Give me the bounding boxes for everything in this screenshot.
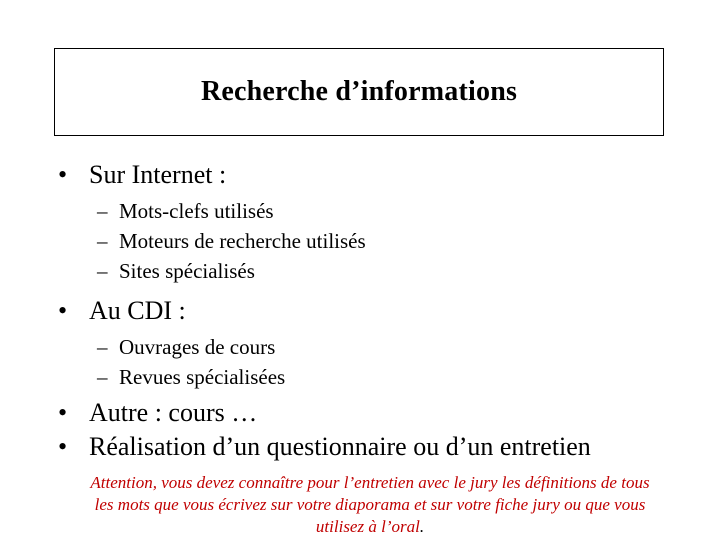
bullet-label: Réalisation d’un questionnaire ou d’un entretien <box>89 432 591 461</box>
sub-item-label: Moteurs de recherche utilisés <box>119 229 366 253</box>
title-box <box>54 48 664 136</box>
sub-list-cdi <box>58 332 698 392</box>
bullet-list <box>58 158 698 464</box>
bullet-icon: • <box>58 432 68 461</box>
dash-icon: – <box>97 199 108 223</box>
note-text: Attention, vous devez connaître pour l’entretien avec le jury les définitions de tous les mots que vous écrivez sur votre diaporama et sur votre fiche jury ou que vous utilisez à l’oral <box>90 473 650 536</box>
bullet-internet <box>58 158 698 192</box>
sub-item-label: Mots-clefs utilisés <box>119 199 274 223</box>
attention-note <box>90 472 650 538</box>
sub-item <box>58 196 698 226</box>
dash-icon: – <box>97 365 108 389</box>
bullet-icon: • <box>58 398 68 427</box>
dash-icon: – <box>97 229 108 253</box>
sub-item <box>58 256 698 286</box>
note-period: . <box>419 517 425 536</box>
sub-list-internet <box>58 196 698 286</box>
slide-title: Recherche d’informations <box>200 76 518 107</box>
sub-item <box>58 332 698 362</box>
bullet-label: Autre : cours … <box>89 398 258 427</box>
bullet-autre <box>58 396 698 430</box>
bullet-label: Au CDI : <box>89 296 186 325</box>
bullet-cdi <box>58 294 698 328</box>
sub-item-label: Ouvrages de cours <box>119 335 276 359</box>
sub-item-label: Sites spécialisés <box>119 259 255 283</box>
sub-item <box>58 226 698 256</box>
bullet-icon: • <box>58 160 68 189</box>
sub-item-label: Revues spécialisées <box>119 365 286 389</box>
dash-icon: – <box>97 335 108 359</box>
sub-item <box>58 362 698 392</box>
bullet-realisation <box>58 430 698 464</box>
bullet-icon: • <box>58 296 68 325</box>
dash-icon: – <box>97 259 108 283</box>
bullet-label: Sur Internet : <box>89 160 227 189</box>
